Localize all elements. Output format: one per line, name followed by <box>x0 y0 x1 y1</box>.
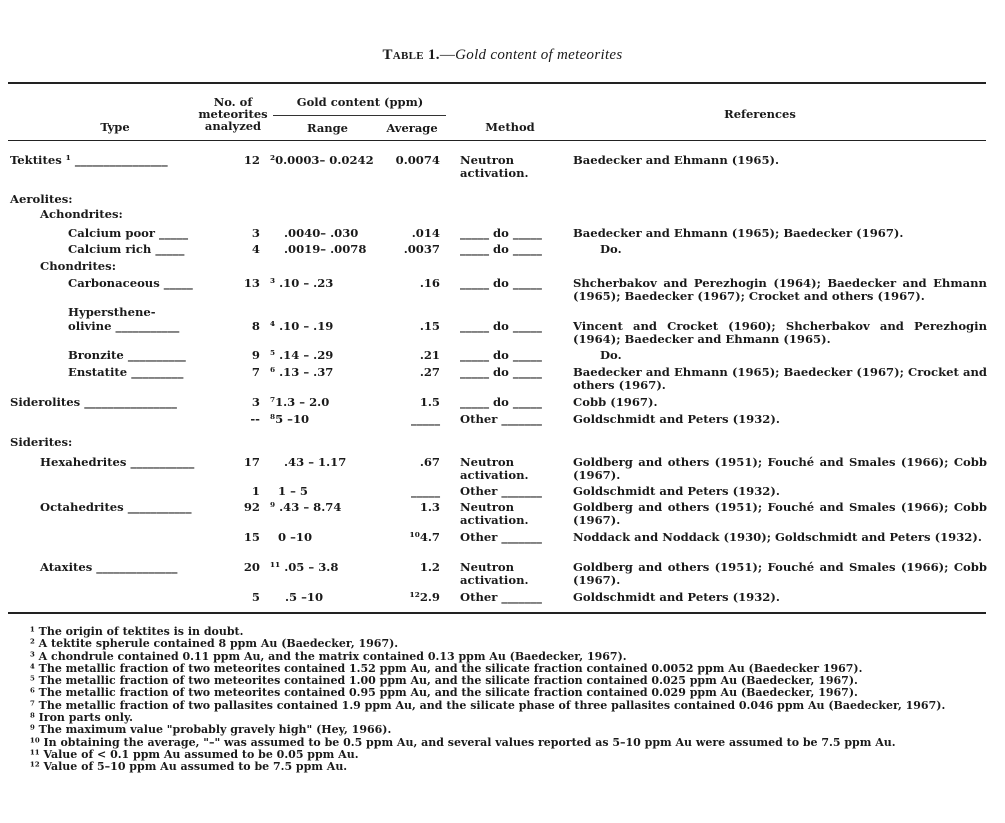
footnote: ¹¹ Value of < 0.1 ppm Au assumed to be 0.05 ppm Au. <box>30 747 359 761</box>
cell-range: ⁵ .14 – .29 <box>270 348 334 362</box>
cell-count: 8 <box>251 319 260 333</box>
table-title <box>0 47 1005 64</box>
footnote: ¹ The origin of tektites is in doubt. <box>30 625 244 638</box>
cell-count: 1 <box>251 484 260 498</box>
cell-type: Hypersthene- <box>68 305 156 319</box>
footnote: ² A tektite spherule contained 8 ppm Au (Baedecker, 1967). <box>30 637 399 651</box>
cell-average: .15 <box>419 319 440 333</box>
footnote: ¹⁰ In obtaining the average, "–" was assumed to be 0.5 ppm Au, and several values reported as 5–10 ppm Au were assumed to be 7.5 ppm Au. <box>30 735 896 749</box>
header-gold-content: Gold content (ppm) <box>296 95 424 109</box>
cell-references: Goldberg and others (1951); Fouché and Smales (1966); Cobb (1967). <box>573 455 987 482</box>
cell-method: _____ do _____ <box>460 365 542 379</box>
cell-references: Goldberg and others (1951); Fouché and Smales (1966); Cobb (1967). <box>573 560 987 587</box>
cell-references: Baedecker and Ehmann (1965). <box>573 153 780 167</box>
header-type: Type <box>100 120 130 134</box>
cell-count: 3 <box>251 226 260 240</box>
footnotes <box>8 626 988 774</box>
title-dash: — <box>439 47 456 63</box>
cell-references: Vincent and Crocket (1960); Shcherbakov and Perezhogin (1964); Baedecker and Ehmann (1965). <box>573 319 987 346</box>
header-references: References <box>724 107 796 121</box>
cell-average: _____ <box>411 484 440 498</box>
footnote: ⁷ The metallic fraction of two pallasites contained 1.9 ppm Au, and the silicate phase of three pallasites contained 0.046 ppm Au (Baedecker, 1967). <box>30 698 946 712</box>
cell-method: Neutron activation. <box>460 153 529 180</box>
cell-range: .43 – 1.17 <box>284 455 347 469</box>
cell-average: 1.2 <box>419 560 440 574</box>
cell-method: _____ do _____ <box>460 276 542 290</box>
table-caption: Gold content of meteorites <box>455 47 623 63</box>
footnote: ⁵ The metallic fraction of two meteorites contained 1.00 ppm Au, and the silicate fraction contained 0.025 ppm Au (Baedecker, 1967). <box>30 674 858 688</box>
table-number: Table 1. <box>382 47 440 63</box>
cell-references: Goldschmidt and Peters (1932). <box>573 484 780 498</box>
cell-range: ¹¹ .05 – 3.8 <box>270 560 339 574</box>
cell-type: olivine ___________ <box>68 319 180 333</box>
cell-method: Neutron activation. <box>460 455 529 482</box>
footnote: ⁸ Iron parts only. <box>30 711 133 725</box>
cell-count: 17 <box>243 455 260 469</box>
cell-references: Baedecker and Ehmann (1965); Baedecker (1967); Crocket and others (1967). <box>573 365 987 392</box>
cell-references: Goldschmidt and Peters (1932). <box>573 412 780 426</box>
cell-average: .27 <box>419 365 440 379</box>
cell-range: .0040– .030 <box>284 226 359 240</box>
header-no-analyzed: No. of meteorites analyzed <box>198 95 268 133</box>
cell-average: .67 <box>419 455 440 469</box>
cell-references: Baedecker and Ehmann (1965); Baedecker (1967). <box>573 226 904 240</box>
cell-average: .16 <box>419 276 440 290</box>
cell-count: 3 <box>251 395 260 409</box>
cell-method: Other _______ <box>460 484 542 498</box>
cell-range: 1 – 5 <box>278 484 309 498</box>
cell-type: Enstatite _________ <box>68 365 184 379</box>
footnote: ⁶ The metallic fraction of two meteorites contained 0.95 ppm Au, and the silicate fraction contained 0.029 ppm Au (Baedecker, 1967). <box>30 686 858 700</box>
footnote: ⁴ The metallic fraction of two meteorites contained 1.52 ppm Au, and the silicate fraction contained 0.0052 ppm Au (Baedecker 1967). <box>30 661 863 675</box>
header-method: Method <box>485 120 535 134</box>
top-rule <box>8 82 986 84</box>
cell-type: Aerolites: <box>10 192 73 206</box>
cell-method: _____ do _____ <box>460 319 542 333</box>
cell-count: 4 <box>251 242 260 256</box>
cell-method: Other _______ <box>460 412 542 426</box>
cell-average: .0037 <box>403 242 440 256</box>
cell-type: Calcium rich _____ <box>68 242 185 256</box>
header-average: Average <box>386 121 438 135</box>
header-range: Range <box>307 121 348 135</box>
cell-references: Shcherbakov and Perezhogin (1964); Baedecker and Ehmann (1965); Baedecker (1967); Crocket and others (1967). <box>573 276 987 303</box>
cell-method: _____ do _____ <box>460 395 542 409</box>
cell-count: 5 <box>251 590 260 604</box>
cell-type: Achondrites: <box>40 207 123 221</box>
cell-range: ⁹ .43 – 8.74 <box>270 500 342 514</box>
header-rule <box>8 140 986 141</box>
cell-average: _____ <box>411 412 440 426</box>
cell-count: 92 <box>243 500 260 514</box>
cell-type: Calcium poor _____ <box>68 226 189 240</box>
cell-type: Chondrites: <box>40 259 116 273</box>
cell-type: Bronzite __________ <box>68 348 186 362</box>
gold-content-underline <box>273 115 446 116</box>
cell-range: ⁷1.3 – 2.0 <box>270 395 330 409</box>
cell-method: _____ do _____ <box>460 242 542 256</box>
cell-count: -- <box>250 412 260 426</box>
cell-count: 15 <box>243 530 260 544</box>
cell-references: Goldschmidt and Peters (1932). <box>573 590 780 604</box>
cell-range: ⁸5 –10 <box>270 412 310 426</box>
cell-average: .014 <box>411 226 440 240</box>
cell-range: ⁶ .13 – .37 <box>270 365 334 379</box>
cell-average: 1.3 <box>419 500 440 514</box>
cell-range: ²0.0003– 0.0242 <box>270 153 374 167</box>
footnote: ³ A chondrule contained 0.11 ppm Au, and the matrix contained 0.13 ppm Au (Baedecker, 1967). <box>30 649 627 663</box>
cell-type: Siderolites ________________ <box>10 395 177 409</box>
cell-references: Noddack and Noddack (1930); Goldschmidt and Peters (1932). <box>573 530 982 544</box>
cell-method: _____ do _____ <box>460 226 542 240</box>
footnote: ¹² Value of 5–10 ppm Au assumed to be 7.5 ppm Au. <box>30 760 348 774</box>
cell-type: Tektites ¹ ________________ <box>10 153 168 167</box>
cell-method: Neutron activation. <box>460 560 529 587</box>
cell-count: 7 <box>251 365 260 379</box>
cell-range: ³ .10 – .23 <box>270 276 334 290</box>
cell-method: _____ do _____ <box>460 348 542 362</box>
cell-method: Other _______ <box>460 530 542 544</box>
cell-count: 9 <box>251 348 260 362</box>
cell-count: 13 <box>243 276 260 290</box>
cell-range: ⁴ .10 – .19 <box>270 319 334 333</box>
cell-references: Do. <box>600 348 622 362</box>
cell-references: Cobb (1967). <box>573 395 658 409</box>
cell-references: Goldberg and others (1951); Fouché and Smales (1966); Cobb (1967). <box>573 500 987 527</box>
cell-range: 0 –10 <box>278 530 313 544</box>
cell-type: Ataxites ______________ <box>40 560 178 574</box>
cell-count: 12 <box>243 153 260 167</box>
cell-type: Hexahedrites ___________ <box>40 455 195 469</box>
bottom-rule <box>8 612 986 614</box>
cell-references: Do. <box>600 242 622 256</box>
cell-average: ¹²2.9 <box>409 590 440 604</box>
cell-average: 1.5 <box>419 395 440 409</box>
cell-range: .5 –10 <box>285 590 324 604</box>
cell-average: 0.0074 <box>395 153 440 167</box>
cell-type: Octahedrites ___________ <box>40 500 192 514</box>
cell-average: ¹⁰4.7 <box>409 530 440 544</box>
cell-method: Other _______ <box>460 590 542 604</box>
cell-average: .21 <box>419 348 440 362</box>
footnote: ⁹ The maximum value "probably gravely high" (Hey, 1966). <box>30 723 392 737</box>
cell-range: .0019– .0078 <box>284 242 367 256</box>
cell-type: Carbonaceous _____ <box>68 276 193 290</box>
cell-type: Siderites: <box>10 435 73 449</box>
cell-method: Neutron activation. <box>460 500 529 527</box>
cell-count: 20 <box>243 560 260 574</box>
